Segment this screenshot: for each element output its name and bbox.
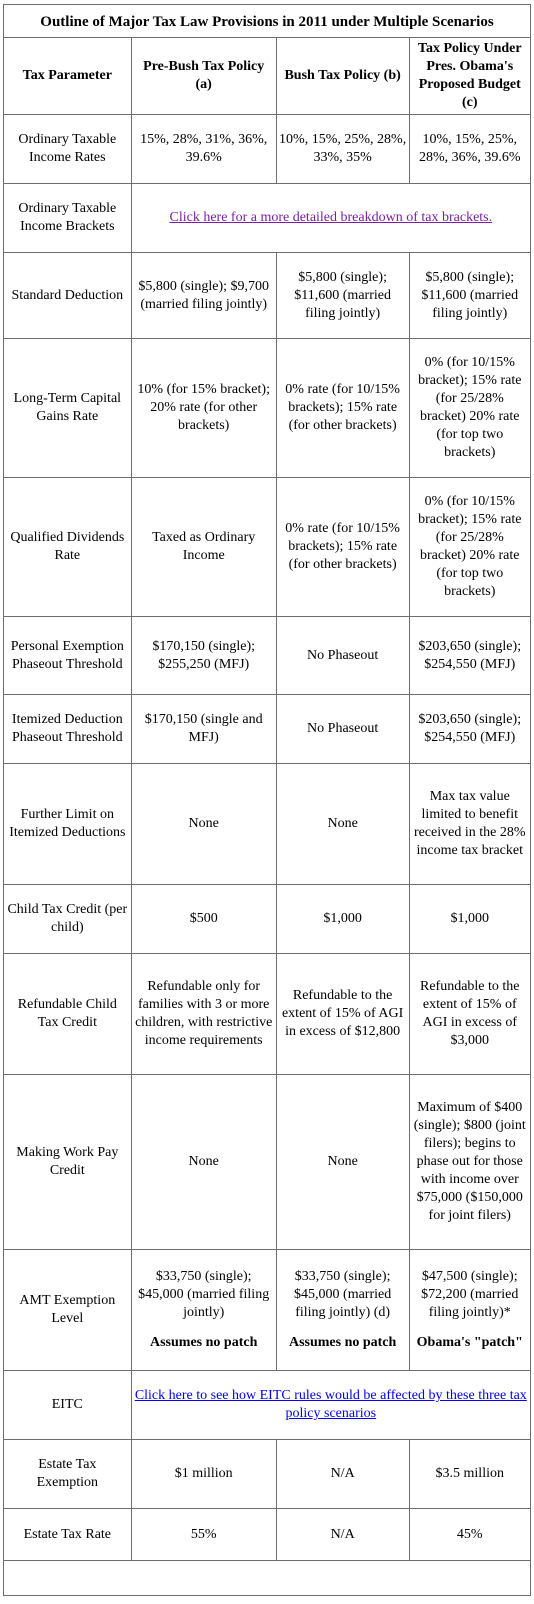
cell-obama: Refundable to the extent of 15% of AGI in excess of $3,000 bbox=[409, 954, 530, 1075]
cell-bush: 0% rate (for 10/15% brackets); 15% rate (for other brackets) bbox=[276, 339, 409, 478]
table-row bbox=[4, 339, 531, 478]
table-title: Outline of Major Tax Law Provisions in 2011 under Multiple Scenarios bbox=[3, 4, 531, 37]
row-label: AMT Exemption Level bbox=[4, 1250, 132, 1371]
cell-obama: $3.5 million bbox=[409, 1440, 530, 1509]
row-label: Making Work Pay Credit bbox=[4, 1075, 132, 1250]
cell-bush: None bbox=[276, 764, 409, 885]
row-label: Personal Exemption Phaseout Threshold bbox=[4, 617, 132, 695]
cell-bush: N/A bbox=[276, 1509, 409, 1561]
table-row bbox=[4, 885, 531, 954]
cell-bush: No Phaseout bbox=[276, 695, 409, 764]
header-row bbox=[4, 38, 531, 115]
row-label: Qualified Dividends Rate bbox=[4, 478, 132, 617]
cell-obama: 10%, 15%, 25%, 28%, 36%, 39.6% bbox=[409, 115, 530, 184]
row-label: EITC bbox=[4, 1371, 132, 1440]
header-pre-bush: Pre-Bush Tax Policy (a) bbox=[131, 38, 276, 115]
cell-obama: $203,650 (single); $254,550 (MFJ) bbox=[409, 695, 530, 764]
table-row bbox=[4, 1250, 531, 1371]
cell-pre-bush: Refundable only for families with 3 or more children, with restrictive income requirements bbox=[131, 954, 276, 1075]
table-row bbox=[4, 1371, 531, 1440]
cell-pre-bush bbox=[131, 1250, 276, 1371]
cell-obama: $203,650 (single); $254,550 (MFJ) bbox=[409, 617, 530, 695]
amt-obama-value: $47,500 (single); $72,200 (married filing jointly)* bbox=[421, 1269, 519, 1320]
cell-obama: Max tax value limited to benefit received in the 28% income tax bracket bbox=[409, 764, 530, 885]
header-bush: Bush Tax Policy (b) bbox=[276, 38, 409, 115]
row-label: Further Limit on Itemized Deductions bbox=[4, 764, 132, 885]
cell-bush: 0% rate (for 10/15% brackets); 15% rate (for other brackets) bbox=[276, 478, 409, 617]
row-label: Child Tax Credit (per child) bbox=[4, 885, 132, 954]
eitc-link[interactable]: Click here to see how EITC rules would be affected by these three tax policy scenarios bbox=[134, 1388, 527, 1421]
table-row bbox=[4, 695, 531, 764]
eitc-link-cell bbox=[131, 1371, 530, 1440]
cell-pre-bush: 55% bbox=[131, 1509, 276, 1561]
amt-bush-value: $33,750 (single); $45,000 (married filing jointly) (d) bbox=[294, 1269, 392, 1320]
cell-pre-bush: None bbox=[131, 1075, 276, 1250]
tax-provisions-document bbox=[3, 4, 531, 1596]
cell-obama: 45% bbox=[409, 1509, 530, 1561]
table-row bbox=[4, 617, 531, 695]
cell-pre-bush: $170,150 (single); $255,250 (MFJ) bbox=[131, 617, 276, 695]
cell-bush: No Phaseout bbox=[276, 617, 409, 695]
cell-obama: $1,000 bbox=[409, 885, 530, 954]
cell-pre-bush: $1 million bbox=[131, 1440, 276, 1509]
table-row bbox=[4, 184, 531, 253]
table-row bbox=[4, 1075, 531, 1250]
amt-pre-bush-note: Assumes no patch bbox=[150, 1335, 258, 1350]
header-obama: Tax Policy Under Pres. Obama's Proposed Budget (c) bbox=[409, 38, 530, 115]
cell-bush: $5,800 (single); $11,600 (married filing jointly) bbox=[276, 253, 409, 339]
cell-obama: $5,800 (single); $11,600 (married filing jointly) bbox=[409, 253, 530, 339]
cell-obama: 0% (for 10/15% bracket); 15% rate (for 25/28% bracket) 20% rate (for top two brackets) bbox=[409, 478, 530, 617]
cell-bush: Refundable to the extent of 15% of AGI in excess of $12,800 bbox=[276, 954, 409, 1075]
row-label: Itemized Deduction Phaseout Threshold bbox=[4, 695, 132, 764]
row-label: Ordinary Taxable Income Brackets bbox=[4, 184, 132, 253]
table-footer-area bbox=[3, 1561, 531, 1596]
amt-obama-note: Obama's "patch" bbox=[416, 1335, 523, 1350]
row-label: Refundable Child Tax Credit bbox=[4, 954, 132, 1075]
tax-provisions-table bbox=[3, 4, 531, 1561]
cell-bush: 10%, 15%, 25%, 28%, 33%, 35% bbox=[276, 115, 409, 184]
cell-obama: 0% (for 10/15% bracket); 15% rate (for 25/28% bracket) 20% rate (for top two brackets) bbox=[409, 339, 530, 478]
table-row bbox=[4, 115, 531, 184]
cell-pre-bush: $170,150 (single and MFJ) bbox=[131, 695, 276, 764]
table-row bbox=[4, 954, 531, 1075]
row-label: Estate Tax Rate bbox=[4, 1509, 132, 1561]
table-row bbox=[4, 253, 531, 339]
cell-bush: $1,000 bbox=[276, 885, 409, 954]
header-tax-parameter: Tax Parameter bbox=[4, 38, 132, 115]
amt-pre-bush-value: $33,750 (single); $45,000 (married filing jointly) bbox=[138, 1269, 270, 1320]
brackets-link-cell bbox=[131, 184, 530, 253]
cell-pre-bush: None bbox=[131, 764, 276, 885]
row-label: Ordinary Taxable Income Rates bbox=[4, 115, 132, 184]
table-row bbox=[4, 478, 531, 617]
cell-pre-bush: $500 bbox=[131, 885, 276, 954]
cell-pre-bush: Taxed as Ordinary Income bbox=[131, 478, 276, 617]
row-label: Long-Term Capital Gains Rate bbox=[4, 339, 132, 478]
cell-bush: N/A bbox=[276, 1440, 409, 1509]
row-label: Estate Tax Exemption bbox=[4, 1440, 132, 1509]
cell-obama: Maximum of $400 (single); $800 (joint filers); begins to phase out for those with income over $75,000 ($150,000 for joint filers) bbox=[409, 1075, 530, 1250]
row-label: Standard Deduction bbox=[4, 253, 132, 339]
cell-bush: None bbox=[276, 1075, 409, 1250]
table-row bbox=[4, 764, 531, 885]
amt-bush-note: Assumes no patch bbox=[288, 1335, 397, 1350]
cell-pre-bush: 15%, 28%, 31%, 36%, 39.6% bbox=[131, 115, 276, 184]
cell-pre-bush: $5,800 (single); $9,700 (married filing jointly) bbox=[131, 253, 276, 339]
tax-brackets-link[interactable]: Click here for a more detailed breakdown of tax brackets. bbox=[169, 210, 493, 225]
cell-pre-bush: 10% (for 15% bracket); 20% rate (for other brackets) bbox=[131, 339, 276, 478]
table-row bbox=[4, 1440, 531, 1509]
cell-obama bbox=[409, 1250, 530, 1371]
table-row bbox=[4, 1509, 531, 1561]
cell-bush bbox=[276, 1250, 409, 1371]
